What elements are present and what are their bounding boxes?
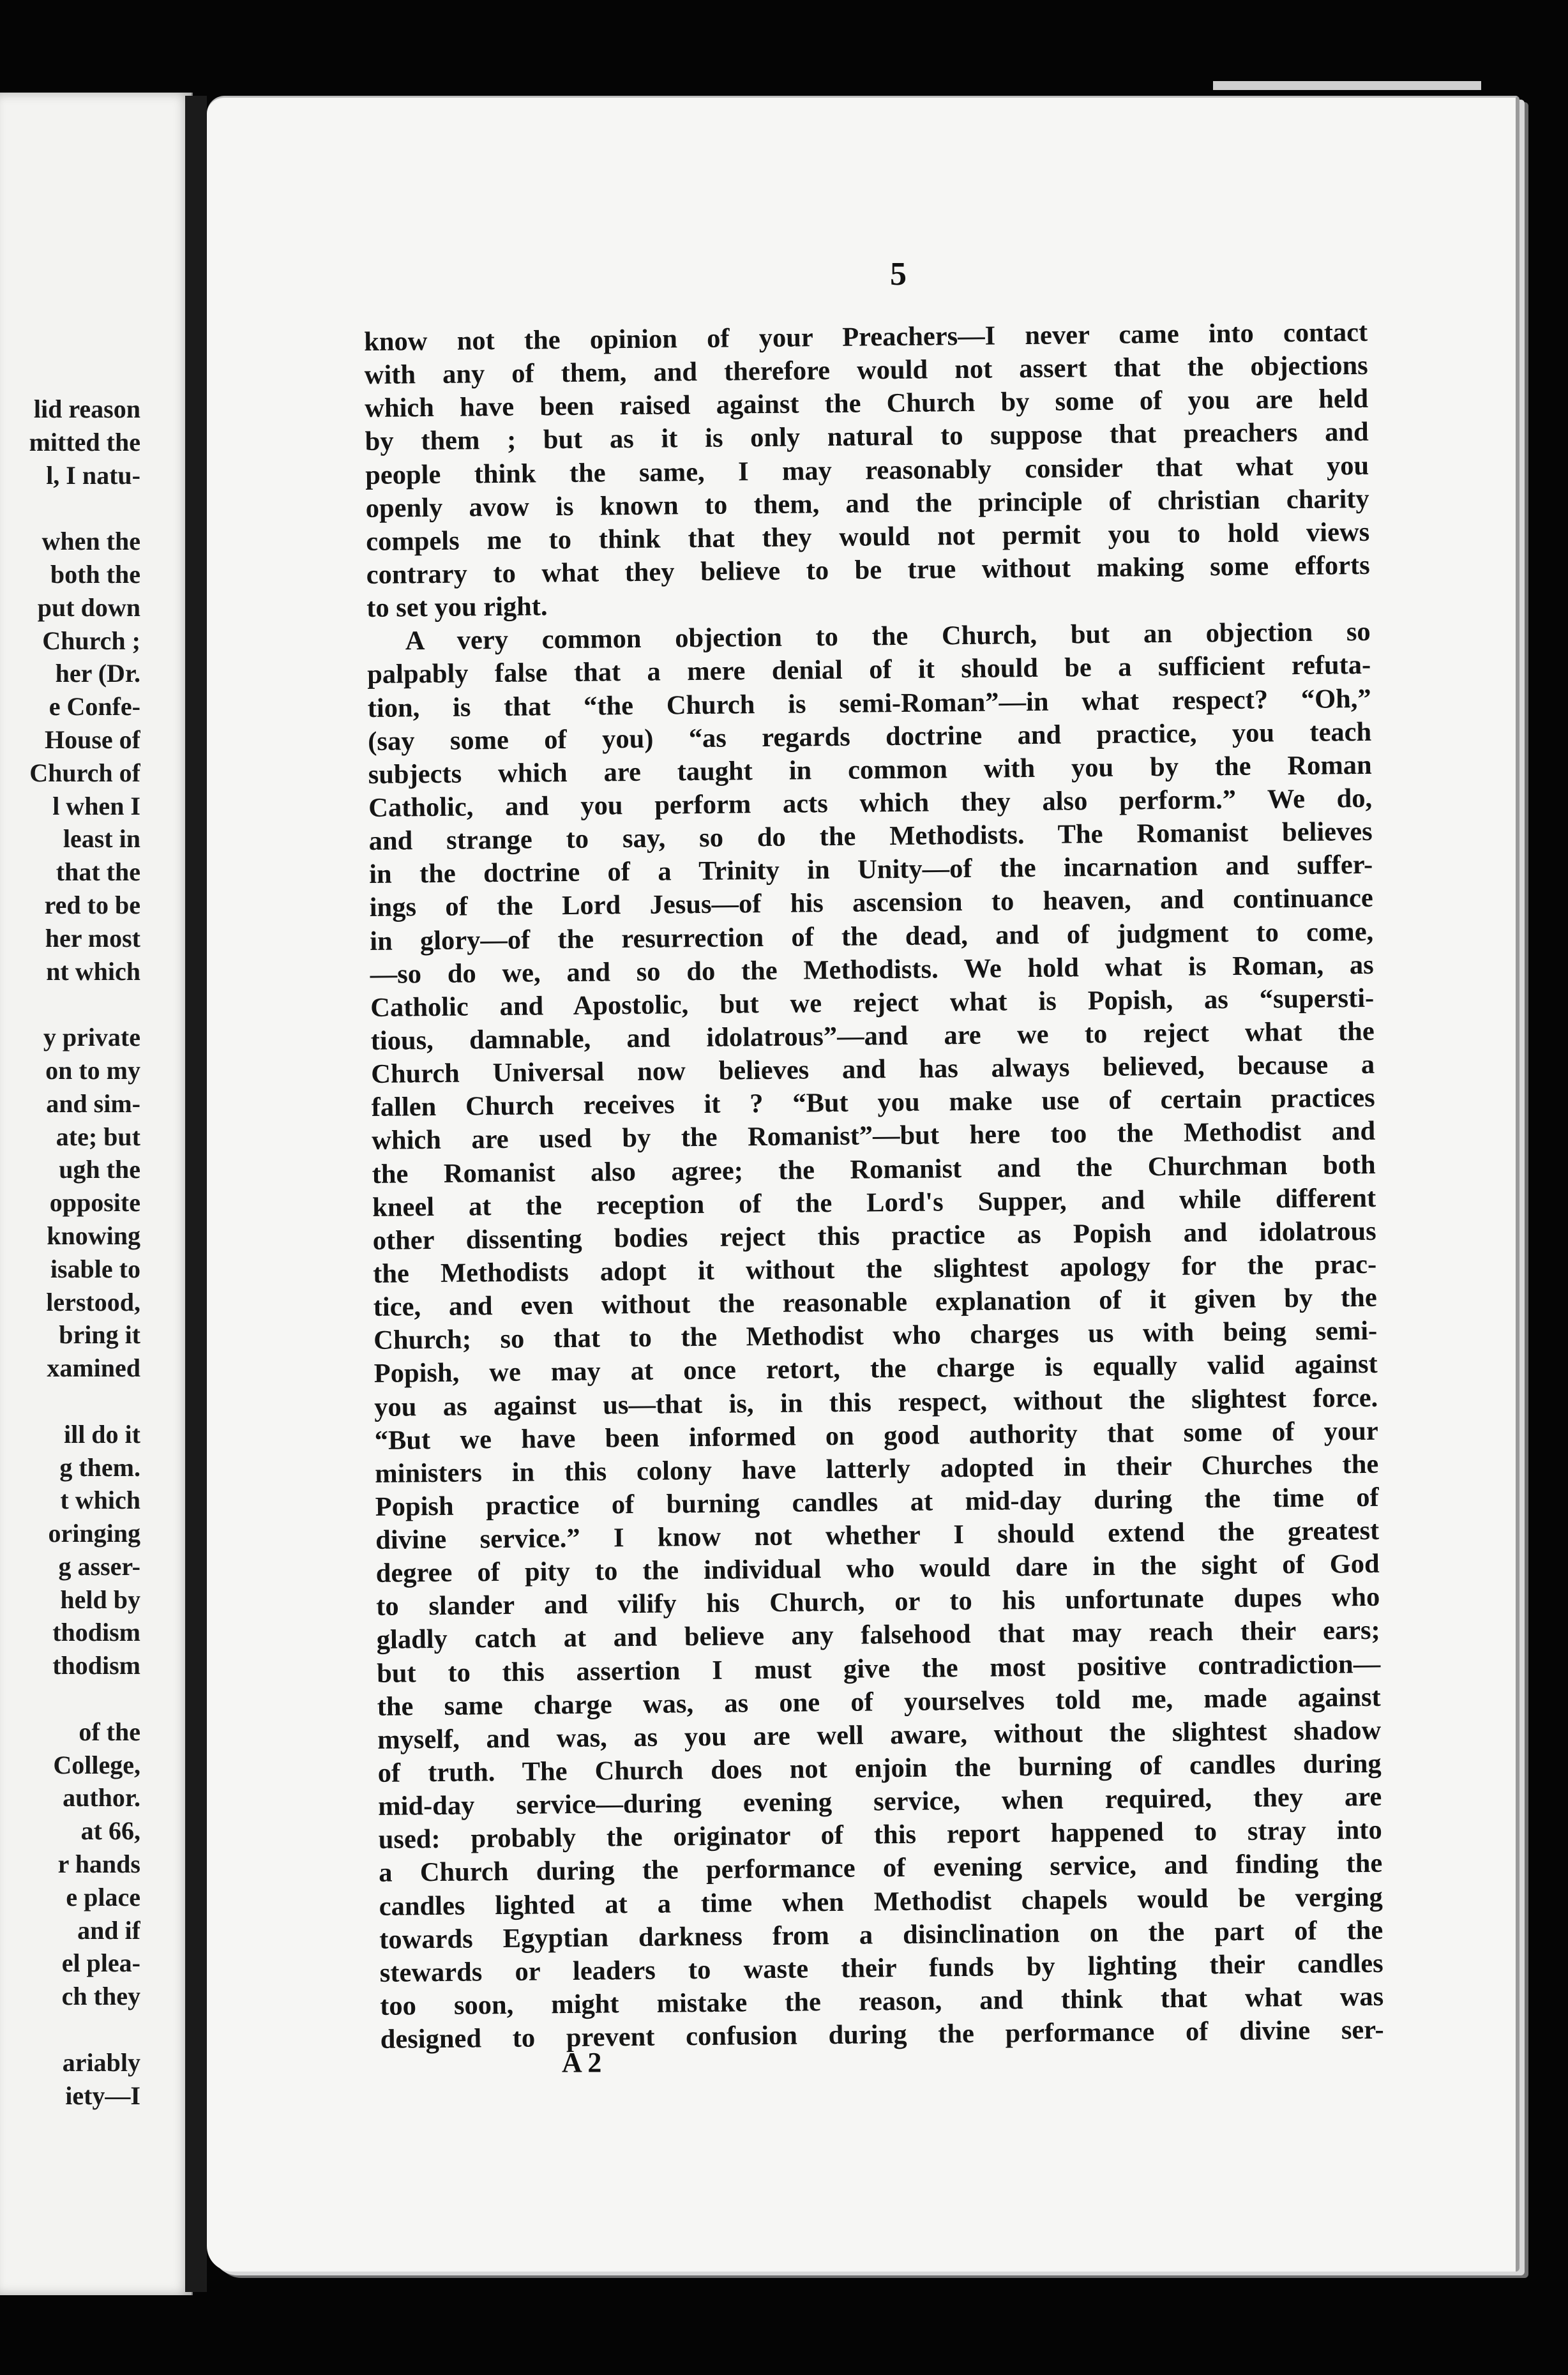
- page-edge: [1213, 81, 1481, 90]
- facing-page-line: Church ;: [42, 626, 140, 655]
- facing-page-line: xamined: [47, 1353, 140, 1383]
- text-line: divine service.” I know not whether I should extend the greatest: [375, 1515, 1380, 1555]
- text-line: mid-day service—during evening service, when required, they are: [378, 1781, 1382, 1822]
- facing-page-line: bring it: [59, 1320, 140, 1350]
- text-line: Catholic, and you perform acts which they also perform.” We do,: [368, 783, 1373, 823]
- facing-page-line: [0, 1385, 140, 1418]
- text-line: a Church during the performance of evening service, and finding the: [379, 1848, 1383, 1889]
- facing-page-line: lerstood,: [46, 1287, 140, 1316]
- text-line: people think the same, I may reasonably consider that what you: [365, 450, 1369, 490]
- facing-page-line: ate; but: [56, 1122, 140, 1151]
- text-line: in the doctrine of a Trinity in Unity—of the incarnation and suffer-: [369, 850, 1373, 890]
- text-line: openly avow is known to them, and the principle of christian charity: [365, 483, 1369, 524]
- facing-page-line: of the: [79, 1717, 140, 1746]
- text-line: with any of them, and therefore would not assert that the objections: [364, 351, 1368, 391]
- text-line: fallen Church receives it ? “But you make use of certain practices: [371, 1083, 1375, 1123]
- facing-page-line: r hands: [57, 1850, 140, 1879]
- facing-page-line: ch they: [61, 1982, 140, 2011]
- text-line: stewards or leaders to waste their funds by lighting their candles: [379, 1948, 1383, 1988]
- facing-page-line: both the: [50, 559, 140, 589]
- printer-signature-mark: A 2: [562, 2047, 602, 2078]
- facing-page-line: isable to: [50, 1254, 140, 1283]
- text-line: compels me to think that they would not permit you to hold views: [366, 516, 1370, 557]
- text-line: of truth. The Church does not enjoin the burning of candles during: [377, 1748, 1382, 1788]
- facing-page-line: l when I: [52, 791, 140, 820]
- facing-page-line: [0, 1682, 140, 1715]
- text-line: tious, damnable, and idolatrous”—and are we to reject what the: [370, 1016, 1375, 1056]
- text-line: Church; so that to the Methodist who charges us with being semi-: [373, 1316, 1378, 1356]
- text-line: know not the opinion of your Preachers—I never came into contact: [364, 317, 1368, 357]
- facing-page-line: lid reason: [33, 395, 140, 423]
- facing-page-line: l, I natu-: [46, 460, 140, 490]
- text-line: but to this assertion I must give the most positive contradiction—: [377, 1648, 1381, 1689]
- text-line: contrary to what they believe to be true without making some efforts: [366, 550, 1370, 590]
- text-line: candles lighted at a time when Methodist chapels would be verging: [379, 1881, 1383, 1922]
- facing-page: [0, 93, 193, 2295]
- text-line: myself, and was, as you are well aware, without the slightest shadow: [377, 1715, 1382, 1755]
- page-body-text: [364, 316, 1384, 2056]
- facing-page-line: thodism: [52, 1651, 140, 1680]
- text-line: and strange to say, so do the Methodists. The Romanist believes: [368, 816, 1373, 857]
- text-line: towards Egyptian darkness from a disinclination on the part of the: [379, 1915, 1383, 1955]
- text-line: tion, is that “the Church is semi-Roman”—in what respect? “Oh,”: [367, 683, 1371, 723]
- text-line: “But we have been informed on good authority that some of your: [374, 1415, 1378, 1456]
- text-line: in glory—of the resurrection of the dead, and of judgment to come,: [370, 916, 1374, 956]
- facing-page-line: red to be: [44, 890, 140, 919]
- text-line: designed to prevent confusion during the performance of divine ser-: [380, 2014, 1384, 2055]
- facing-page-line: knowing: [47, 1221, 140, 1250]
- facing-page-line: put down: [37, 592, 140, 622]
- facing-page-line: at 66,: [80, 1816, 140, 1846]
- text-line: to set you right.: [366, 591, 548, 624]
- facing-page-line: opposite: [49, 1188, 140, 1218]
- text-line: the same charge was, as one of yourselves told me, made against: [377, 1682, 1381, 1722]
- text-line: —so do we, and so do the Methodists. We hold what is Roman, as: [370, 949, 1374, 990]
- facing-page-line: oringing: [48, 1519, 140, 1548]
- facing-page-line: ill do it: [63, 1419, 140, 1449]
- text-line: too soon, might mistake the reason, and think that what was: [380, 1981, 1384, 2021]
- text-line: the Methodists adopt it without the slightest apology for the prac-: [373, 1249, 1377, 1289]
- facing-page-line: nt which: [46, 956, 140, 986]
- text-line: A very common objection to the Church, but an objection so: [405, 617, 1371, 656]
- facing-page-line: when the: [41, 527, 140, 556]
- facing-page-line: e place: [66, 1882, 140, 1911]
- text-line: Popish, we may at once retort, the charge is equally valid against: [373, 1349, 1378, 1389]
- facing-page-line: mitted the: [29, 427, 140, 456]
- facing-page-line: g asser-: [58, 1551, 140, 1581]
- facing-page-line: e Confe-: [49, 692, 140, 721]
- facing-page-line: and if: [77, 1915, 140, 1945]
- facing-page-line: and sim-: [46, 1089, 140, 1118]
- facing-page-line: g them.: [59, 1452, 140, 1482]
- facing-page-line: iety—I: [65, 2081, 140, 2110]
- text-line: the Romanist also agree; the Romanist and the Churchman both: [372, 1149, 1376, 1189]
- facing-page-line: author.: [63, 1783, 140, 1813]
- facing-page-line: t which: [60, 1486, 140, 1515]
- facing-page-line: [0, 2013, 140, 2046]
- page-number: 5: [890, 256, 907, 292]
- facing-page-line: her most: [45, 923, 140, 953]
- facing-page-line: y private: [43, 1023, 140, 1052]
- facing-page-line: on to my: [45, 1055, 140, 1085]
- text-line: degree of pity to the individual who would dare in the sight of God: [375, 1549, 1380, 1589]
- facing-page-line: held by: [60, 1585, 140, 1614]
- text-line: to slander and vilify his Church, or to his unfortunate dupes who: [376, 1582, 1380, 1622]
- facing-page-line: House of: [45, 725, 140, 754]
- text-line: ministers in this colony have latterly adopted in their Churches the: [375, 1449, 1379, 1489]
- facing-page-line: least in: [63, 824, 140, 854]
- text-line: Catholic and Apostolic, but we reject what is Popish, as “supersti-: [370, 983, 1375, 1023]
- text-line: (say some of you) “as regards doctrine and practice, you teach: [368, 716, 1372, 757]
- facing-page-line: Church of: [29, 758, 140, 787]
- text-line: Church Universal now believes and has always believed, because a: [371, 1049, 1375, 1090]
- facing-page-text: [0, 393, 140, 2112]
- text-line: other dissenting bodies reject this practice as Popish and idolatrous: [372, 1216, 1376, 1256]
- facing-page-line: her (Dr.: [55, 659, 140, 688]
- facing-page-line: thodism: [52, 1618, 140, 1647]
- text-line: gladly catch at and believe any falsehood that may reach their ears;: [376, 1615, 1380, 1655]
- text-line: kneel at the reception of the Lord's Supper, and while different: [372, 1182, 1376, 1223]
- facing-page-line: el plea-: [61, 1949, 140, 1978]
- text-line: by them ; but as it is only natural to suppose that preachers and: [365, 417, 1369, 457]
- text-line: Popish practice of burning candles at mid-day during the time of: [375, 1482, 1379, 1522]
- facing-page-line: [0, 492, 140, 525]
- facing-page-line: [0, 988, 140, 1021]
- text-line: which are used by the Romanist”—but here too the Methodist and: [372, 1116, 1376, 1156]
- facing-page-line: that the: [56, 857, 140, 887]
- text-line: which have been raised against the Church by some of you are held: [365, 384, 1369, 424]
- facing-page-line: College,: [53, 1750, 140, 1779]
- text-line: ings of the Lord Jesus—of his ascension to heaven, and continuance: [369, 883, 1373, 923]
- text-line: subjects which are taught in common with you by the Roman: [368, 750, 1372, 790]
- text-line: palpably false that a mere denial of it should be a sufficient refuta-: [367, 650, 1371, 690]
- book-gutter: [185, 96, 207, 2292]
- facing-page-line: ariably: [62, 2047, 140, 2077]
- text-line: tice, and even without the reasonable explanation of it given by the: [373, 1282, 1377, 1323]
- text-line: used: probably the originator of this report happened to stray into: [378, 1815, 1382, 1855]
- facing-page-line: ugh the: [59, 1155, 140, 1184]
- text-line: you as against us—that is, in this respect, without the slightest force.: [374, 1382, 1378, 1422]
